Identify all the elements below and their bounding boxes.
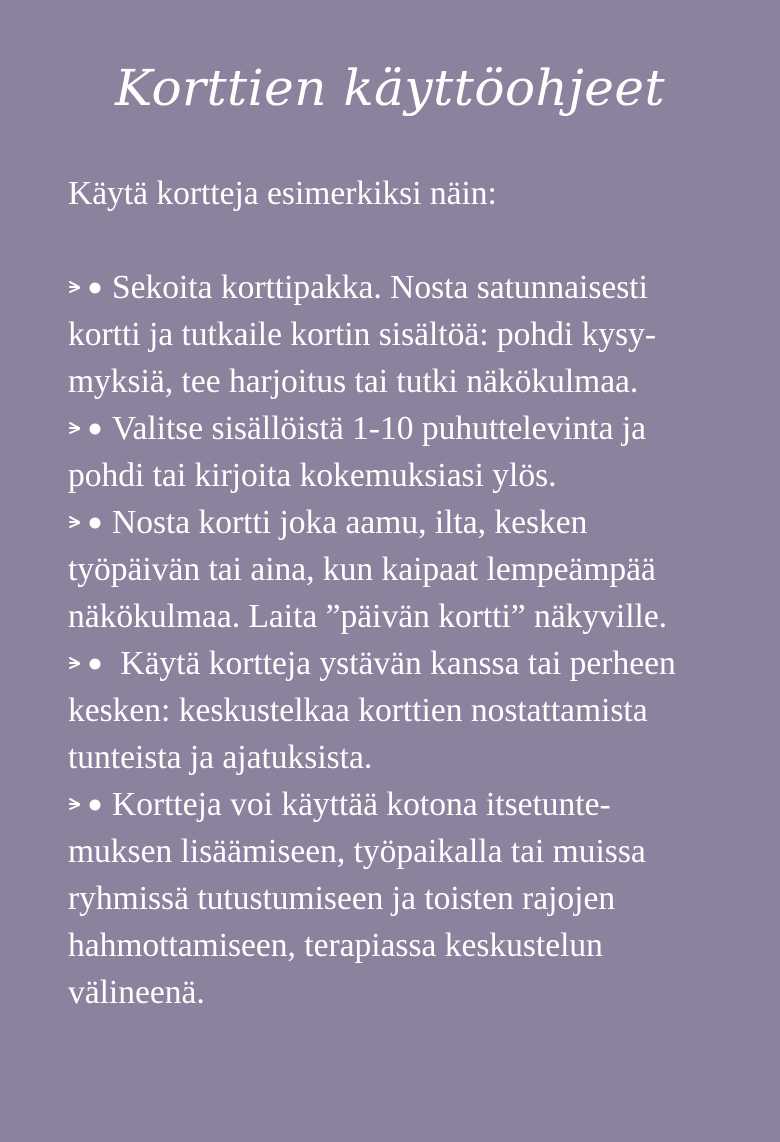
list-item-text: pohdi tai kirjoita kokemuksiasi ylös.: [68, 457, 557, 494]
arrow-dot-bullet-icon: [68, 278, 106, 298]
list-item: [68, 499, 768, 546]
list-item-text: muksen lisäämiseen, työpaikalla tai muissa: [68, 833, 646, 870]
arrow-dot-bullet-icon: [68, 419, 106, 439]
list-item: [68, 264, 768, 311]
list-item-text: välineenä.: [68, 974, 205, 1011]
page-title: Korttien käyttöohjeet: [114, 59, 666, 117]
list-item-text: työpäivän tai aina, kun kaipaat lempeämpää: [68, 551, 656, 588]
list-item-text: Valitse sisällöistä 1-10 puhuttelevinta ja: [112, 410, 647, 447]
arrow-dot-bullet-icon: [68, 795, 106, 815]
list-item-text: myksiä, tee harjoitus tai tutki näkökulmaa.: [68, 363, 639, 400]
list-item-text: Kortteja voi käyttää kotona itsetunte-: [112, 786, 611, 823]
list-item-text: Nosta kortti joka aamu, ilta, kesken: [112, 504, 588, 541]
spacer: [68, 217, 768, 264]
list-item: [68, 781, 768, 828]
arrow-dot-bullet-icon: [68, 654, 106, 674]
list-item: [68, 640, 768, 687]
list-item-text: tunteista ja ajatuksista.: [68, 739, 373, 776]
intro-text: Käytä kortteja esimerkiksi näin:: [68, 175, 497, 212]
list-item-text: hahmottamiseen, terapiassa keskustelun: [68, 927, 603, 964]
list-item-text: kortti ja tutkaile kortin sisältöä: pohdi kysy-: [68, 316, 657, 353]
arrow-dot-bullet-icon: [68, 513, 106, 533]
instructions-body: [68, 170, 768, 1016]
list-item-text: ryhmissä tutustumiseen ja toisten rajojen: [68, 880, 616, 917]
list-item-text: kesken: keskustelkaa korttien nostattamista: [68, 692, 648, 729]
list-item-text: näkökulmaa. Laita ”päivän kortti” näkyville.: [68, 598, 668, 635]
list-item: [68, 405, 768, 452]
list-item-text: Sekoita korttipakka. Nosta satunnaisesti: [112, 269, 648, 306]
list-item-text: Käytä kortteja ystävän kanssa tai perheen: [112, 645, 676, 682]
